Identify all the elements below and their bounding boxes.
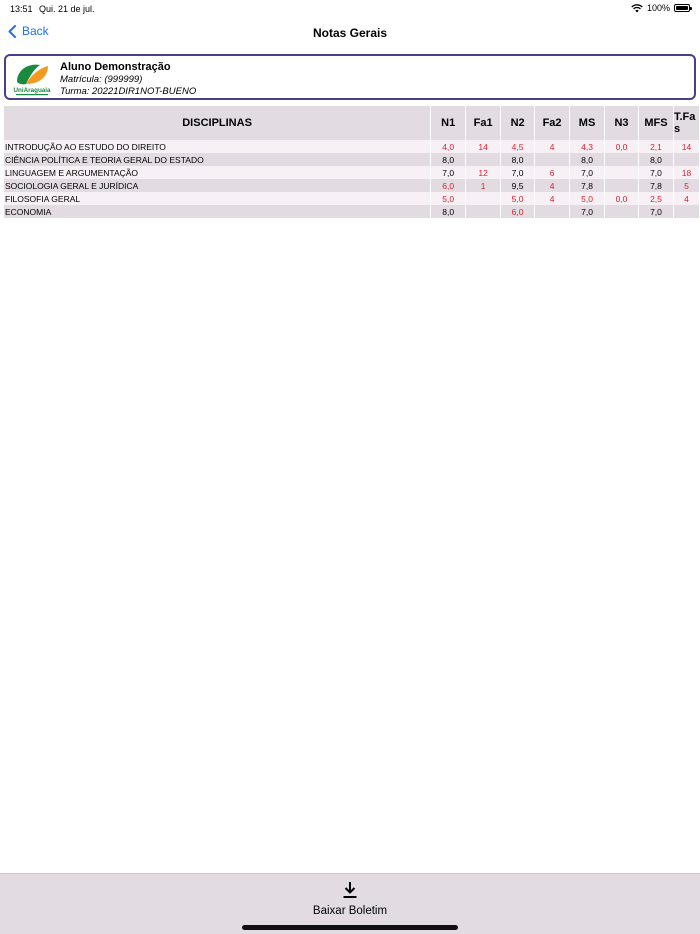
cell-disciplina: LINGUAGEM E ARGUMENTAÇÃO bbox=[4, 166, 431, 179]
cell-n3: 0,0 bbox=[605, 192, 639, 205]
table-header-row bbox=[4, 106, 700, 140]
cell-disciplina: SOCIOLOGIA GERAL E JURÍDICA bbox=[4, 179, 431, 192]
cell-ms: 7,0 bbox=[570, 166, 605, 179]
header-disciplinas: DISCIPLINAS bbox=[4, 106, 431, 140]
cell-total-faltas: 4 bbox=[673, 192, 699, 205]
uniaraguaia-logo bbox=[12, 60, 52, 98]
battery-percent: 100% bbox=[646, 3, 670, 13]
status-time: 13:51 bbox=[10, 4, 33, 14]
cell-total-faltas: 14 bbox=[673, 140, 699, 153]
table-row bbox=[4, 205, 700, 218]
table-row bbox=[4, 140, 700, 153]
header-total-faltas: T.Fa s bbox=[673, 106, 699, 140]
cell-n2: 9,5 bbox=[501, 179, 535, 192]
cell-fa2 bbox=[535, 205, 570, 218]
cell-total-faltas: 5 bbox=[673, 179, 699, 192]
header-fa2: Fa2 bbox=[535, 106, 570, 140]
grades-table bbox=[4, 106, 700, 218]
download-icon bbox=[342, 881, 358, 899]
navigation-bar bbox=[0, 18, 700, 48]
cell-fa1 bbox=[466, 205, 501, 218]
cell-ms: 8,0 bbox=[570, 153, 605, 166]
cell-ms: 4,3 bbox=[570, 140, 605, 153]
cell-total-faltas: 18 bbox=[673, 166, 699, 179]
header-n2: N2 bbox=[501, 106, 535, 140]
cell-n3 bbox=[605, 179, 639, 192]
cell-ms: 5,0 bbox=[570, 192, 605, 205]
cell-fa1 bbox=[466, 153, 501, 166]
cell-n1: 4,0 bbox=[431, 140, 466, 153]
cell-n3 bbox=[605, 153, 639, 166]
grades-body bbox=[4, 140, 700, 218]
cell-n1: 8,0 bbox=[431, 153, 466, 166]
cell-mfs: 8,0 bbox=[638, 153, 673, 166]
cell-n3 bbox=[605, 166, 639, 179]
download-label: Baixar Boletim bbox=[312, 905, 388, 917]
cell-fa1: 12 bbox=[466, 166, 501, 179]
cell-fa2: 4 bbox=[535, 140, 570, 153]
wifi-icon bbox=[631, 4, 643, 13]
cell-disciplina: INTRODUÇÃO AO ESTUDO DO DIREITO bbox=[4, 140, 431, 153]
header-mfs: MFS bbox=[638, 106, 673, 140]
home-indicator bbox=[242, 925, 458, 930]
student-matricula: Matrícula: (999999) bbox=[60, 74, 143, 85]
cell-ms: 7,0 bbox=[570, 205, 605, 218]
cell-mfs: 7,0 bbox=[638, 205, 673, 218]
cell-n3: 0,0 bbox=[605, 140, 639, 153]
student-turma: Turma: 20221DIR1NOT-BUENO bbox=[60, 86, 197, 97]
table-row bbox=[4, 166, 700, 179]
cell-mfs: 7,8 bbox=[638, 179, 673, 192]
page-title: Notas Gerais bbox=[312, 26, 388, 40]
student-card bbox=[4, 54, 696, 100]
battery-icon bbox=[674, 4, 690, 12]
back-label: Back bbox=[22, 24, 49, 38]
cell-n1: 5,0 bbox=[431, 192, 466, 205]
header-fa1: Fa1 bbox=[466, 106, 501, 140]
cell-n3 bbox=[605, 205, 639, 218]
table-row bbox=[4, 153, 700, 166]
logo-text: UniAraguaia bbox=[13, 87, 51, 94]
cell-n1: 6,0 bbox=[431, 179, 466, 192]
cell-n2: 4,5 bbox=[501, 140, 535, 153]
table-row bbox=[4, 192, 700, 205]
cell-fa2: 4 bbox=[535, 192, 570, 205]
cell-disciplina: FILOSOFIA GERAL bbox=[4, 192, 431, 205]
cell-fa1: 14 bbox=[466, 140, 501, 153]
cell-fa1: 1 bbox=[466, 179, 501, 192]
download-report-button[interactable] bbox=[290, 878, 410, 920]
status-date: Qui. 21 de jul. bbox=[39, 4, 95, 14]
cell-fa2 bbox=[535, 153, 570, 166]
student-name: Aluno Demonstração bbox=[60, 61, 171, 73]
cell-disciplina: CIÊNCIA POLÍTICA E TEORIA GERAL DO ESTADO bbox=[4, 153, 431, 166]
cell-mfs: 2,5 bbox=[638, 192, 673, 205]
header-n1: N1 bbox=[431, 106, 466, 140]
cell-mfs: 7,0 bbox=[638, 166, 673, 179]
cell-fa2: 6 bbox=[535, 166, 570, 179]
cell-n1: 8,0 bbox=[431, 205, 466, 218]
cell-ms: 7,8 bbox=[570, 179, 605, 192]
header-ms: MS bbox=[570, 106, 605, 140]
status-indicators bbox=[631, 3, 690, 13]
cell-disciplina: ECONOMIA bbox=[4, 205, 431, 218]
cell-n2: 5,0 bbox=[501, 192, 535, 205]
cell-total-faltas bbox=[673, 153, 699, 166]
status-bar bbox=[0, 0, 700, 18]
cell-n2: 7,0 bbox=[501, 166, 535, 179]
cell-mfs: 2,1 bbox=[638, 140, 673, 153]
footer-toolbar bbox=[0, 873, 700, 934]
cell-total-faltas bbox=[673, 205, 699, 218]
header-n3: N3 bbox=[605, 106, 639, 140]
cell-fa1 bbox=[466, 192, 501, 205]
cell-fa2: 4 bbox=[535, 179, 570, 192]
cell-n1: 7,0 bbox=[431, 166, 466, 179]
table-row bbox=[4, 179, 700, 192]
cell-n2: 8,0 bbox=[501, 153, 535, 166]
cell-n2: 6,0 bbox=[501, 205, 535, 218]
